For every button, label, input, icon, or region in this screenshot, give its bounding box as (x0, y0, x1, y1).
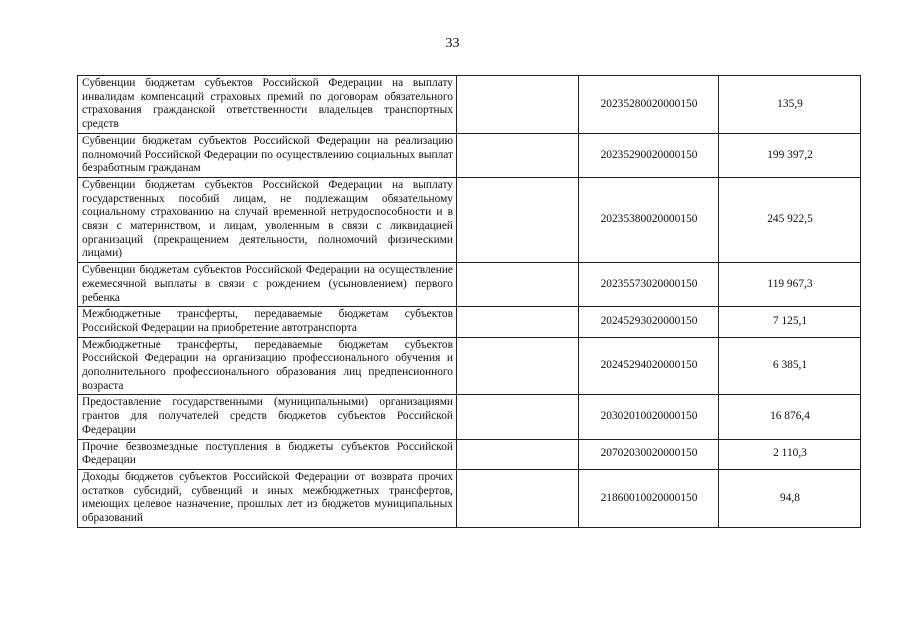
empty-cell (457, 307, 579, 337)
row-name: Субвенции бюджетам субъектов Российской Федерации на выплату государственных пособий лицам, не подлежащим обязательному социальному страхованию на случай временной нетрудоспособности и в связи с материнством, и лицам, уволенным в связи с ликвидацией организаций (прекращением деятельности, полномочий физическими лицами) (78, 177, 457, 262)
table-row (78, 133, 861, 177)
empty-cell (457, 395, 579, 439)
empty-cell (457, 76, 579, 134)
row-value: 245 922,5 (719, 177, 861, 262)
row-value: 16 876,4 (719, 395, 861, 439)
table-row (78, 307, 861, 337)
row-code: 21860010020000150 (579, 469, 719, 527)
table-row (78, 337, 861, 395)
table-row (78, 439, 861, 469)
empty-cell (457, 469, 579, 527)
budget-table (77, 75, 861, 528)
row-code: 20702030020000150 (579, 439, 719, 469)
empty-cell (457, 337, 579, 395)
row-code: 20235380020000150 (579, 177, 719, 262)
table-row (78, 469, 861, 527)
row-value: 119 967,3 (719, 263, 861, 307)
row-value: 7 125,1 (719, 307, 861, 337)
row-value: 94,8 (719, 469, 861, 527)
row-name: Субвенции бюджетам субъектов Российской Федерации на выплату инвалидам компенсаций страховых премий по договорам обязательного страхования гражданской ответственности владельцев транспортных средств (78, 76, 457, 134)
row-value: 135,9 (719, 76, 861, 134)
row-value: 2 110,3 (719, 439, 861, 469)
row-name: Межбюджетные трансферты, передаваемые бюджетам субъектов Российской Федерации на приобретение автотранспорта (78, 307, 457, 337)
row-name: Предоставление государственными (муниципальными) организациями грантов для получателей средств бюджетов субъектов Российской Федерации (78, 395, 457, 439)
row-code: 20245293020000150 (579, 307, 719, 337)
empty-cell (457, 133, 579, 177)
empty-cell (457, 439, 579, 469)
row-code: 20302010020000150 (579, 395, 719, 439)
row-code: 20235573020000150 (579, 263, 719, 307)
row-value: 199 397,2 (719, 133, 861, 177)
row-name: Межбюджетные трансферты, передаваемые бюджетам субъектов Российской Федерации на организацию профессионального обучения и дополнительного профессионального образования лиц предпенсионного возраста (78, 337, 457, 395)
table-row (78, 76, 861, 134)
row-name: Субвенции бюджетам субъектов Российской Федерации на осуществление ежемесячной выплаты в связи с рождением (усыновлением) первого ребенка (78, 263, 457, 307)
row-code: 20235280020000150 (579, 76, 719, 134)
row-name: Доходы бюджетов субъектов Российской Федерации от возврата прочих остатков субсидий, субвенций и иных межбюджетных трансфертов, имеющих целевое назначение, прошлых лет из бюджетов муниципальных образований (78, 469, 457, 527)
page-number: 33 (445, 36, 460, 51)
table-row (78, 395, 861, 439)
row-code: 20235290020000150 (579, 133, 719, 177)
empty-cell (457, 177, 579, 262)
table-row (78, 263, 861, 307)
row-name: Прочие безвозмездные поступления в бюджеты субъектов Российской Федерации (78, 439, 457, 469)
row-name: Субвенции бюджетам субъектов Российской Федерации на реализацию полномочий Российской Федерации по осуществлению социальных выплат безработным гражданам (78, 133, 457, 177)
row-code: 20245294020000150 (579, 337, 719, 395)
table-row (78, 177, 861, 262)
empty-cell (457, 263, 579, 307)
row-value: 6 385,1 (719, 337, 861, 395)
